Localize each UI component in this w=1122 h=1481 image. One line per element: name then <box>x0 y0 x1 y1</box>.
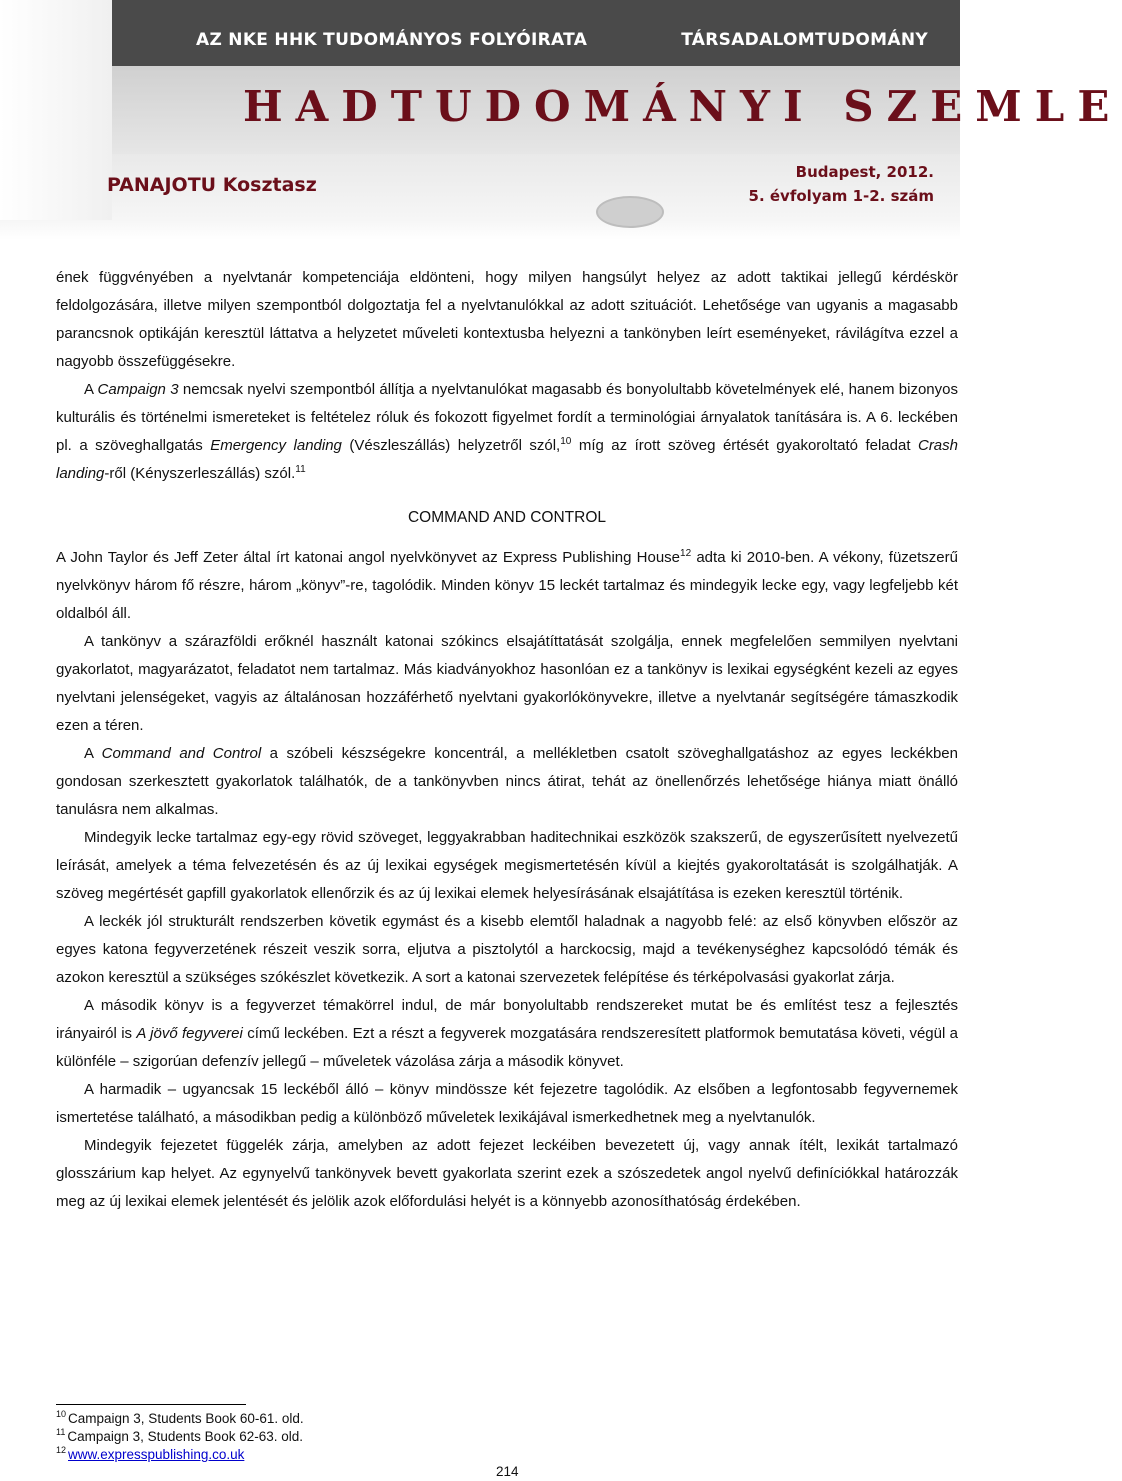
footnotes <box>56 1410 304 1464</box>
journal-label: AZ NKE HHK TUDOMÁNYOS FOLYÓIRATA <box>196 30 588 50</box>
footnote-separator <box>56 1404 246 1405</box>
paragraph <box>56 264 958 376</box>
text-run: A <box>84 381 98 398</box>
italic-title: Command and Control <box>101 745 262 762</box>
page-header <box>0 0 1122 240</box>
header-side-panel <box>0 0 112 240</box>
section-heading: COMMAND AND CONTROL <box>407 509 607 526</box>
footnote-item <box>56 1446 304 1464</box>
footnote-number: 10 <box>56 1409 67 1419</box>
paragraph <box>56 740 958 824</box>
text-run: míg az írott szöveg értését gyakoroltató feladat <box>571 437 918 454</box>
publication-info <box>749 160 934 208</box>
text-run: a szóbeli készségekre koncentrál, a mellékletben csatolt szöveghallgatáshoz az egyes leckékben gondosan szerkesztett gyakorlatok találhatók, de a tankönyvben nincs átirat, tehát az önellenőrzés lehetősége hiánya miatt önálló tanulásra nem alkalmas. <box>56 745 958 818</box>
text-run: ének függvényében a nyelvtanár kompetenciája eldönteni, hogy milyen hangsúlyt helyez az adott taktikai jellegű kérdéskör feldolgozására, illetve milyen szempontból dolgoztatja fel a nyelvtanulókkal az adott szituációt. Lehetősége van ugyanis a magasabb parancsnok optikáján keresztül láttatva a helyzetet műveleti kontextusba helyezni a tankönyben leírt eseményeket, rávilágítva ezzel a nagyobb összefüggésekre. <box>56 269 958 370</box>
text-run: adta ki 2010-ben. A vékony, füzetszerű nyelvkönyv három fő részre, három „könyv”-re, tagolódik. Minden könyv 15 leckét tartalmaz és mindegyik lecke egy, vagy legfeljebb két oldalból áll. <box>56 549 958 622</box>
text-run: Mindegyik lecke tartalmaz egy-egy rövid szöveget, leggyakrabban haditechnikai eszközök szakszerű, de egyszerűsített nyelvezetű leírását, amelyek a téma felvezetésén és az új lexikai egységek megismertetésén kívül a kiejtés gyakoroltatását is szolgálhatják. A szöveg megértését gapfill gyakorlatok ellenőrzik és az új lexikai elemek helyesírásának elsajátítása is ezeken keresztül történik. <box>56 829 958 902</box>
paragraph <box>56 1076 958 1132</box>
text-run: A tankönyv a szárazföldi erőknél használt katonai szókincs elsajátíttatását szolgálja, ennek megfelelően semmilyen nyelvtani gyakorlatot, magyarázatot, feladatot nem tartalmaz. Más kiadványokhoz hasonlóan ez a tankönyv is lexikai egységként kezeli az egyes nyelvtani jelenségeket, vagyis az általánosan hozzáférhető nyelvtani gyakorlókönyvekre, illetve a nyelvtanár segítségére támaszkodik ezen a téren. <box>56 633 958 734</box>
paragraph <box>56 908 958 992</box>
paragraph <box>56 1132 958 1216</box>
italic-title: Campaign 3 <box>97 381 179 398</box>
footnote-number: 11 <box>56 1427 66 1437</box>
volume-issue: 5. évfolyam 1-2. szám <box>748 187 934 205</box>
paragraph <box>56 824 958 908</box>
journal-name: HADTUDOMÁNYI SZEMLE <box>243 82 1122 131</box>
text-run: A második könyv is a fegyverzet témakörrel indul, de már bonyolultabb rendszereket mutat be és említést tesz a fejlesztés irányairól is <box>56 997 958 1042</box>
text-run: A leckék jól strukturált rendszerben követik egymást és a kisebb elemtől haladnak a nagyobb felé: az első könyvben először az egyes katona fegyverzetének részeit veszik sorra, eljutva a pisztolytól a harckocsig, majd a tevékenységhez kapcsolódó témák és azokon keresztül a szükséges szókészlet következik. A sort a katonai szervezetek felépítése és térképolvasási gyakorlat zárja. <box>56 913 958 986</box>
footnote-ref: 10 <box>560 436 572 447</box>
footnote-ref: 12 <box>680 548 692 559</box>
text-run: nemcsak nyelvi szempontból állítja a nyelvtanulókat magasabb és bonyolultabb követelmények elé, hanem bizonyos kulturális és történelmi ismereteket is feltételez róluk és fokozott figyelmet fordít a terminológiai árnyalatok tanítására is. A 6. leckében pl. a szöveghallgatás <box>56 381 958 454</box>
italic-title: Crash landing <box>56 437 958 482</box>
footnote-item <box>56 1428 304 1446</box>
paragraph <box>56 992 958 1076</box>
paragraph <box>56 628 958 740</box>
text-run: A harmadik – ugyancsak 15 leckéből álló – könyv mindössze két fejezetre tagolódik. Az elsőben a legfontosabb fegyvernemek ismertetése található, a másodikban pedig a különböző műveletek lexikájával ismerkedhetnek meg a nyelvtanulók. <box>56 1081 958 1126</box>
footnote-ref: 11 <box>295 464 306 475</box>
footnote-number: 12 <box>56 1445 67 1455</box>
text-run: Mindegyik fejezetet függelék zárja, amelyben az adott fejezet leckéiben bevezetett új, vagy annak ítélt, lexikát tartalmazó glosszárium kap helyet. Az egynyelvű tankönyvek bevett gyakorlata szerint ezek a szószedetek angol nyelvű definíciókkal határozzák meg az új lexikai elemek jelentését és jelölik azok előfordulási helyét is a könnyebb azonosíthatóság érdekében. <box>56 1137 958 1210</box>
italic-title: Emergency landing <box>210 437 342 454</box>
text-run: című leckében. Ezt a részt a fegyverek mozgatására rendszeresített platformok bemutatása követi, végül a különféle – szigorúan defenzív jellegű – műveletek vázolása zárja a második könyvet. <box>56 1025 958 1070</box>
text-run: (Vészleszállás) helyzetről szól, <box>341 437 561 454</box>
author-name: PANAJOTU Kosztasz <box>107 174 317 196</box>
text-run: A <box>84 745 102 762</box>
footnote-text: Campaign 3, Students Book 62-63. old. <box>67 1429 303 1444</box>
article-body <box>56 264 958 1216</box>
page-number: 214 <box>496 1464 519 1479</box>
section-label: TÁRSADALOMTUDOMÁNY <box>681 30 928 50</box>
text-run: -ről (Kényszerleszállás) szól. <box>104 465 296 482</box>
footnote-item <box>56 1410 304 1428</box>
italic-title: A jövő fegyverei <box>136 1025 243 1042</box>
header-fade <box>0 220 960 240</box>
footnote-text: Campaign 3, Students Book 60-61. old. <box>68 1411 304 1426</box>
text-run: A John Taylor és Jeff Zeter által írt katonai angol nyelvkönyvet az Express Publishing House <box>56 549 681 566</box>
footnote-link[interactable]: www.expresspublishing.co.uk <box>68 1447 245 1462</box>
paragraph <box>56 376 958 488</box>
header-decoration-ellipse <box>596 196 664 228</box>
place-date: Budapest, 2012. <box>795 163 934 181</box>
paragraph <box>56 544 958 628</box>
